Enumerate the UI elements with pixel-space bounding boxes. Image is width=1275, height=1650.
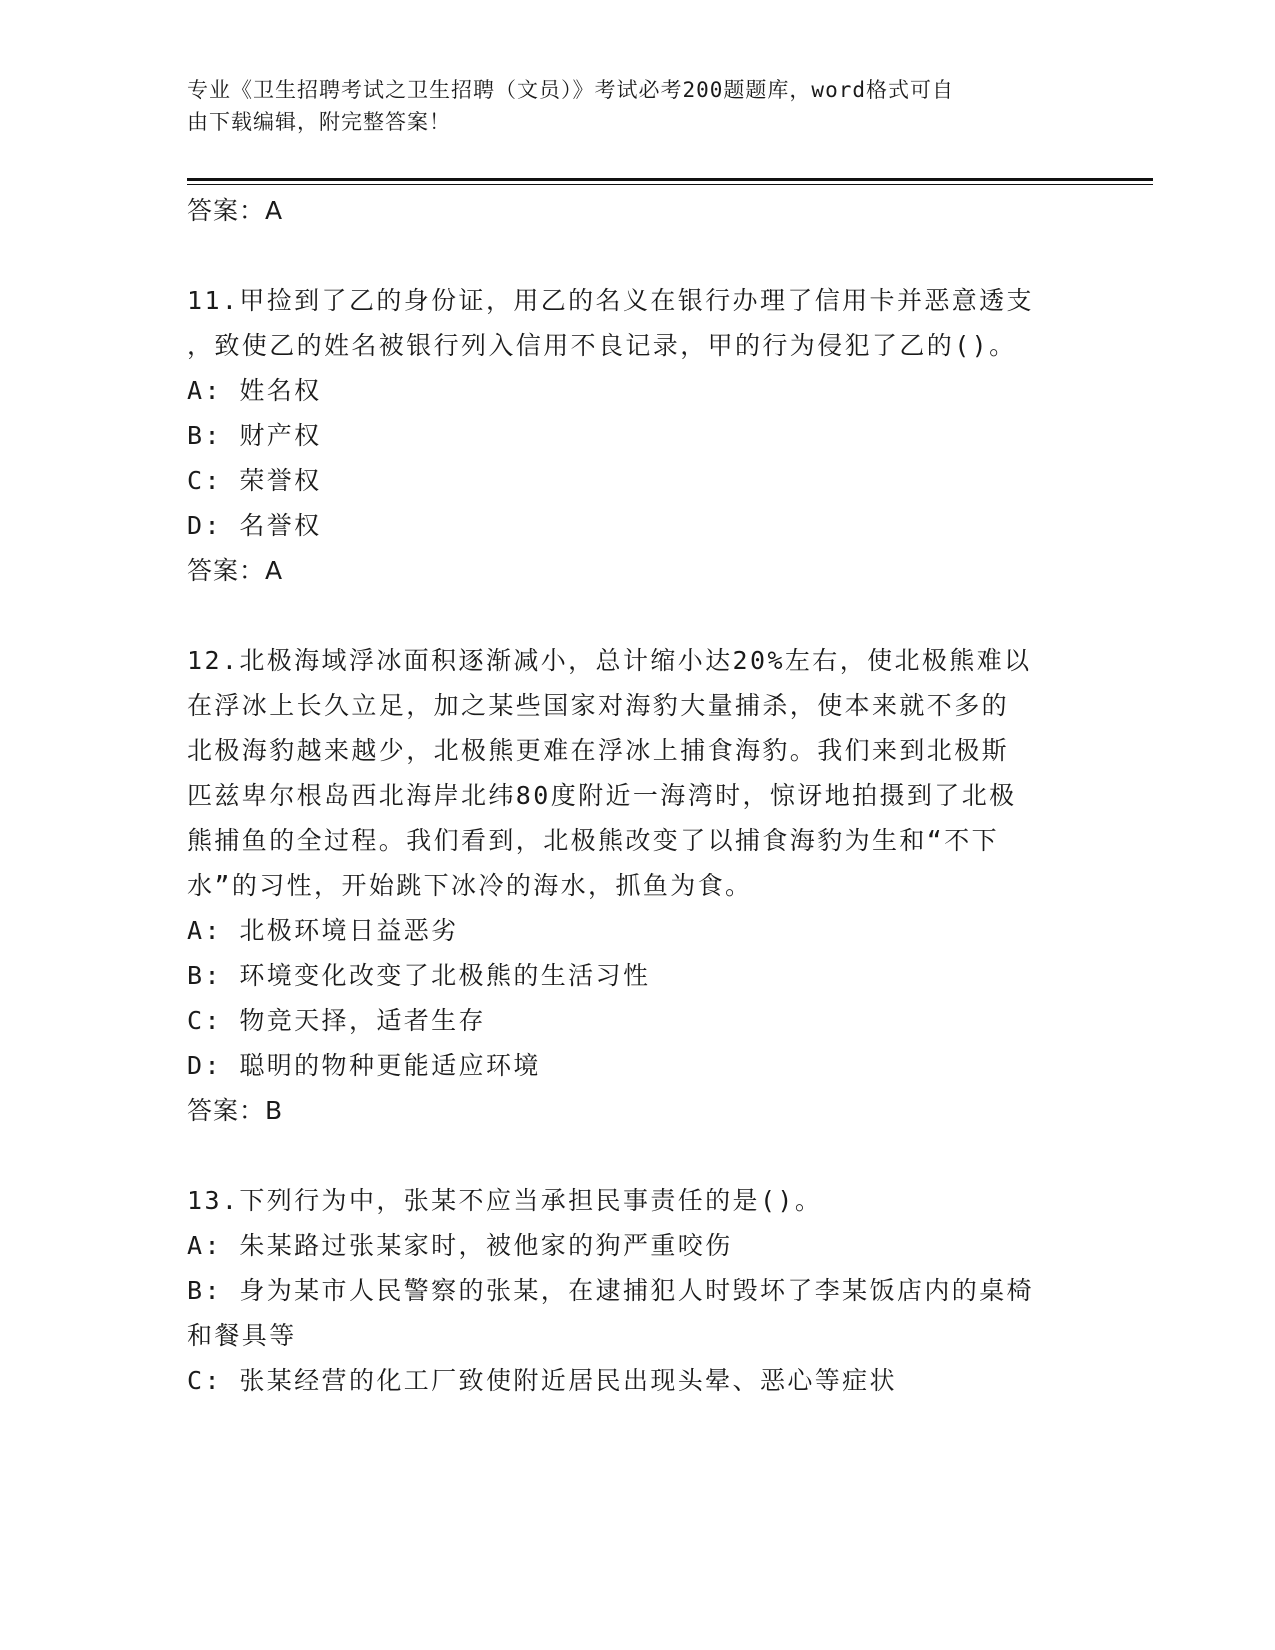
header-line-1: 专业《卫生招聘考试之卫生招聘（文员）》考试必考200题题库，word格式可自	[187, 78, 954, 102]
previous-answer: 答案：A	[187, 196, 284, 225]
question-11-option-b: B: 财产权	[187, 421, 322, 450]
question-12-option-d: D: 聪明的物种更能适应环境	[187, 1051, 541, 1080]
header-line-2: 由下载编辑，附完整答案！	[187, 110, 451, 134]
question-11-answer: 答案：A	[187, 556, 284, 585]
question-12-stem-line-1: 12.北极海域浮冰面积逐渐减小，总计缩小达20%左右，使北极熊难以	[187, 646, 1032, 675]
spacer	[187, 233, 1087, 278]
question-12-option-c: C: 物竞天择，适者生存	[187, 1006, 486, 1035]
question-12-stem-line-4: 匹兹卑尔根岛西北海岸北纬80度附近一海湾时，惊讶地拍摄到了北极	[187, 781, 1017, 810]
question-11	[187, 278, 1087, 593]
question-12-stem-line-6: 水”的习性，开始跳下冰冷的海水，抓鱼为食。	[187, 871, 753, 900]
question-11-stem-line-2: ，致使乙的姓名被银行列入信用不良记录，甲的行为侵犯了乙的()。	[187, 331, 1017, 360]
question-12-stem-line-5: 熊捕鱼的全过程。我们看到，北极熊改变了以捕食海豹为生和“不下	[187, 826, 1000, 855]
question-content	[187, 188, 1087, 1403]
question-11-option-c: C: 荣誉权	[187, 466, 322, 495]
spacer	[187, 1133, 1087, 1178]
question-12-answer: 答案：B	[187, 1096, 284, 1125]
question-12-option-a: A: 北极环境日益恶劣	[187, 916, 459, 945]
header-divider-thick	[187, 178, 1153, 181]
question-13-option-b-line-2: 和餐具等	[187, 1321, 297, 1350]
document-header	[187, 74, 1067, 138]
spacer	[187, 593, 1087, 638]
question-12-stem-line-3: 北极海豹越来越少，北极熊更难在浮冰上捕食海豹。我们来到北极斯	[187, 736, 1010, 765]
question-12	[187, 638, 1087, 1133]
question-13-option-b-line-1: B: 身为某市人民警察的张某，在逮捕犯人时毁坏了李某饭店内的桌椅	[187, 1276, 1034, 1305]
question-13-option-a: A: 朱某路过张某家时，被他家的狗严重咬伤	[187, 1231, 733, 1260]
question-12-option-b: B: 环境变化改变了北极熊的生活习性	[187, 961, 651, 990]
question-11-option-d: D: 名誉权	[187, 511, 322, 540]
question-12-stem-line-2: 在浮冰上长久立足，加之某些国家对海豹大量捕杀，使本来就不多的	[187, 691, 1010, 720]
question-13-option-c: C: 张某经营的化工厂致使附近居民出现头晕、恶心等症状	[187, 1366, 897, 1395]
header-divider-thin	[187, 184, 1153, 185]
question-13-stem: 13.下列行为中，张某不应当承担民事责任的是()。	[187, 1186, 823, 1215]
question-13	[187, 1178, 1087, 1403]
question-11-stem-line-1: 11.甲捡到了乙的身份证，用乙的名义在银行办理了信用卡并恶意透支	[187, 286, 1034, 315]
question-11-option-a: A: 姓名权	[187, 376, 322, 405]
